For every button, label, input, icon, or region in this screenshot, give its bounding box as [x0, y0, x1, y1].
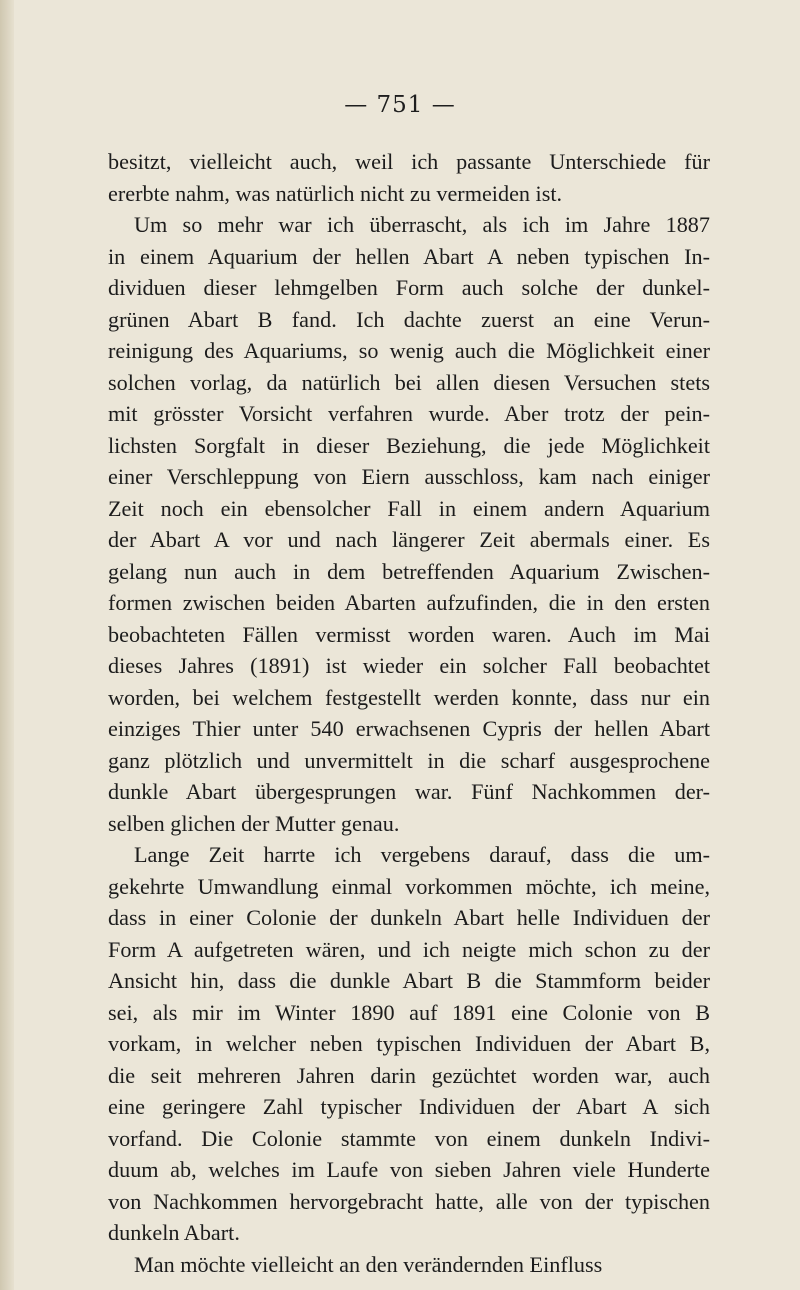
text-line: Um so mehr war ich überrascht, als ich im Jahre 1887 [134, 212, 710, 237]
text-line: gekehrte Umwandlung einmal vorkommen möchte, ich meine, [108, 873, 710, 899]
text-line: beobachteten Fällen vermisst worden waren. Auch im Mai [108, 621, 710, 647]
paragraph [108, 209, 710, 839]
text-line: Form A aufgetreten wären, und ich neigte mich schon zu der [108, 936, 710, 962]
text-line: duum ab, welches im Laufe von sieben Jahren viele Hunderte [108, 1157, 710, 1182]
text-line: worden, bei welchem festgestellt werden konnte, dass nur ein [108, 684, 710, 710]
text-line: Zeit noch ein ebensolcher Fall in einem andern Aquarium [108, 495, 710, 521]
text-line: in einem Aquarium der hellen Abart A neben typischen In- [108, 243, 710, 269]
text-line: einziges Thier unter 540 erwachsenen Cypris der hellen Abart [108, 716, 710, 741]
text-line: lichsten Sorgfalt in dieser Beziehung, die jede Möglichkeit [108, 432, 710, 458]
page-edge-shadow [0, 0, 14, 1290]
text-line: dividuen dieser lehmgelben Form auch solche der dunkel- [108, 275, 710, 300]
text-line: dunkeln Abart. [108, 1220, 240, 1245]
body-text [108, 146, 710, 1280]
text-line: dass in einer Colonie der dunkeln Abart helle Individuen der [108, 905, 710, 930]
text-line: grünen Abart B fand. Ich dachte zuerst an eine Verun- [108, 306, 710, 332]
text-line: besitzt, vielleicht auch, weil ich passante Unterschiede für [108, 149, 710, 174]
text-line: solchen vorlag, da natürlich bei allen diesen Versuchen stets [108, 369, 710, 395]
text-line: dieses Jahres (1891) ist wieder ein solcher Fall beobachtet [108, 653, 710, 678]
paragraph [108, 839, 710, 1249]
text-line: eine geringere Zahl typischer Individuen der Abart A sich [108, 1094, 710, 1119]
text-line: Man möchte vielleicht an den verändernden Einfluss [134, 1251, 603, 1277]
paragraph [108, 1249, 710, 1281]
text-line: die seit mehreren Jahren darin gezüchtet worden war, auch [108, 1062, 710, 1088]
page-number: — 751 — [344, 92, 456, 118]
text-line: ganz plötzlich und unvermittelt in die scharf ausgesprochene [108, 747, 710, 773]
text-line: von Nachkommen hervorgebracht hatte, alle von der typischen [108, 1188, 710, 1214]
text-line: einer Verschleppung von Eiern ausschloss, kam nach einiger [108, 464, 710, 489]
text-line: dunkle Abart übergesprungen war. Fünf Nachkommen der- [108, 779, 710, 804]
text-line: vorkam, in welcher neben typischen Individuen der Abart B, [108, 1031, 710, 1056]
text-line: Lange Zeit harrte ich vergebens darauf, dass die um- [134, 842, 710, 867]
text-line: mit grösster Vorsicht verfahren wurde. Aber trotz der pein- [108, 401, 710, 426]
text-line: formen zwischen beiden Abarten aufzufinden, die in den ersten [108, 590, 710, 615]
text-line: reinigung des Aquariums, so wenig auch die Möglichkeit einer [108, 338, 710, 363]
text-line: gelang nun auch in dem betreffenden Aquarium Zwischen- [108, 558, 710, 584]
text-line: sei, als mir im Winter 1890 auf 1891 eine Colonie von B [108, 999, 710, 1025]
text-line: Ansicht hin, dass die dunkle Abart B die Stammform beider [108, 968, 710, 993]
text-line: vorfand. Die Colonie stammte von einem dunkeln Indivi- [108, 1125, 710, 1151]
text-line: selben glichen der Mutter genau. [108, 810, 400, 836]
paragraph [108, 146, 710, 209]
text-line: der Abart A vor und nach längerer Zeit abermals einer. Es [108, 527, 710, 552]
text-line: ererbte nahm, was natürlich nicht zu vermeiden ist. [108, 180, 563, 206]
